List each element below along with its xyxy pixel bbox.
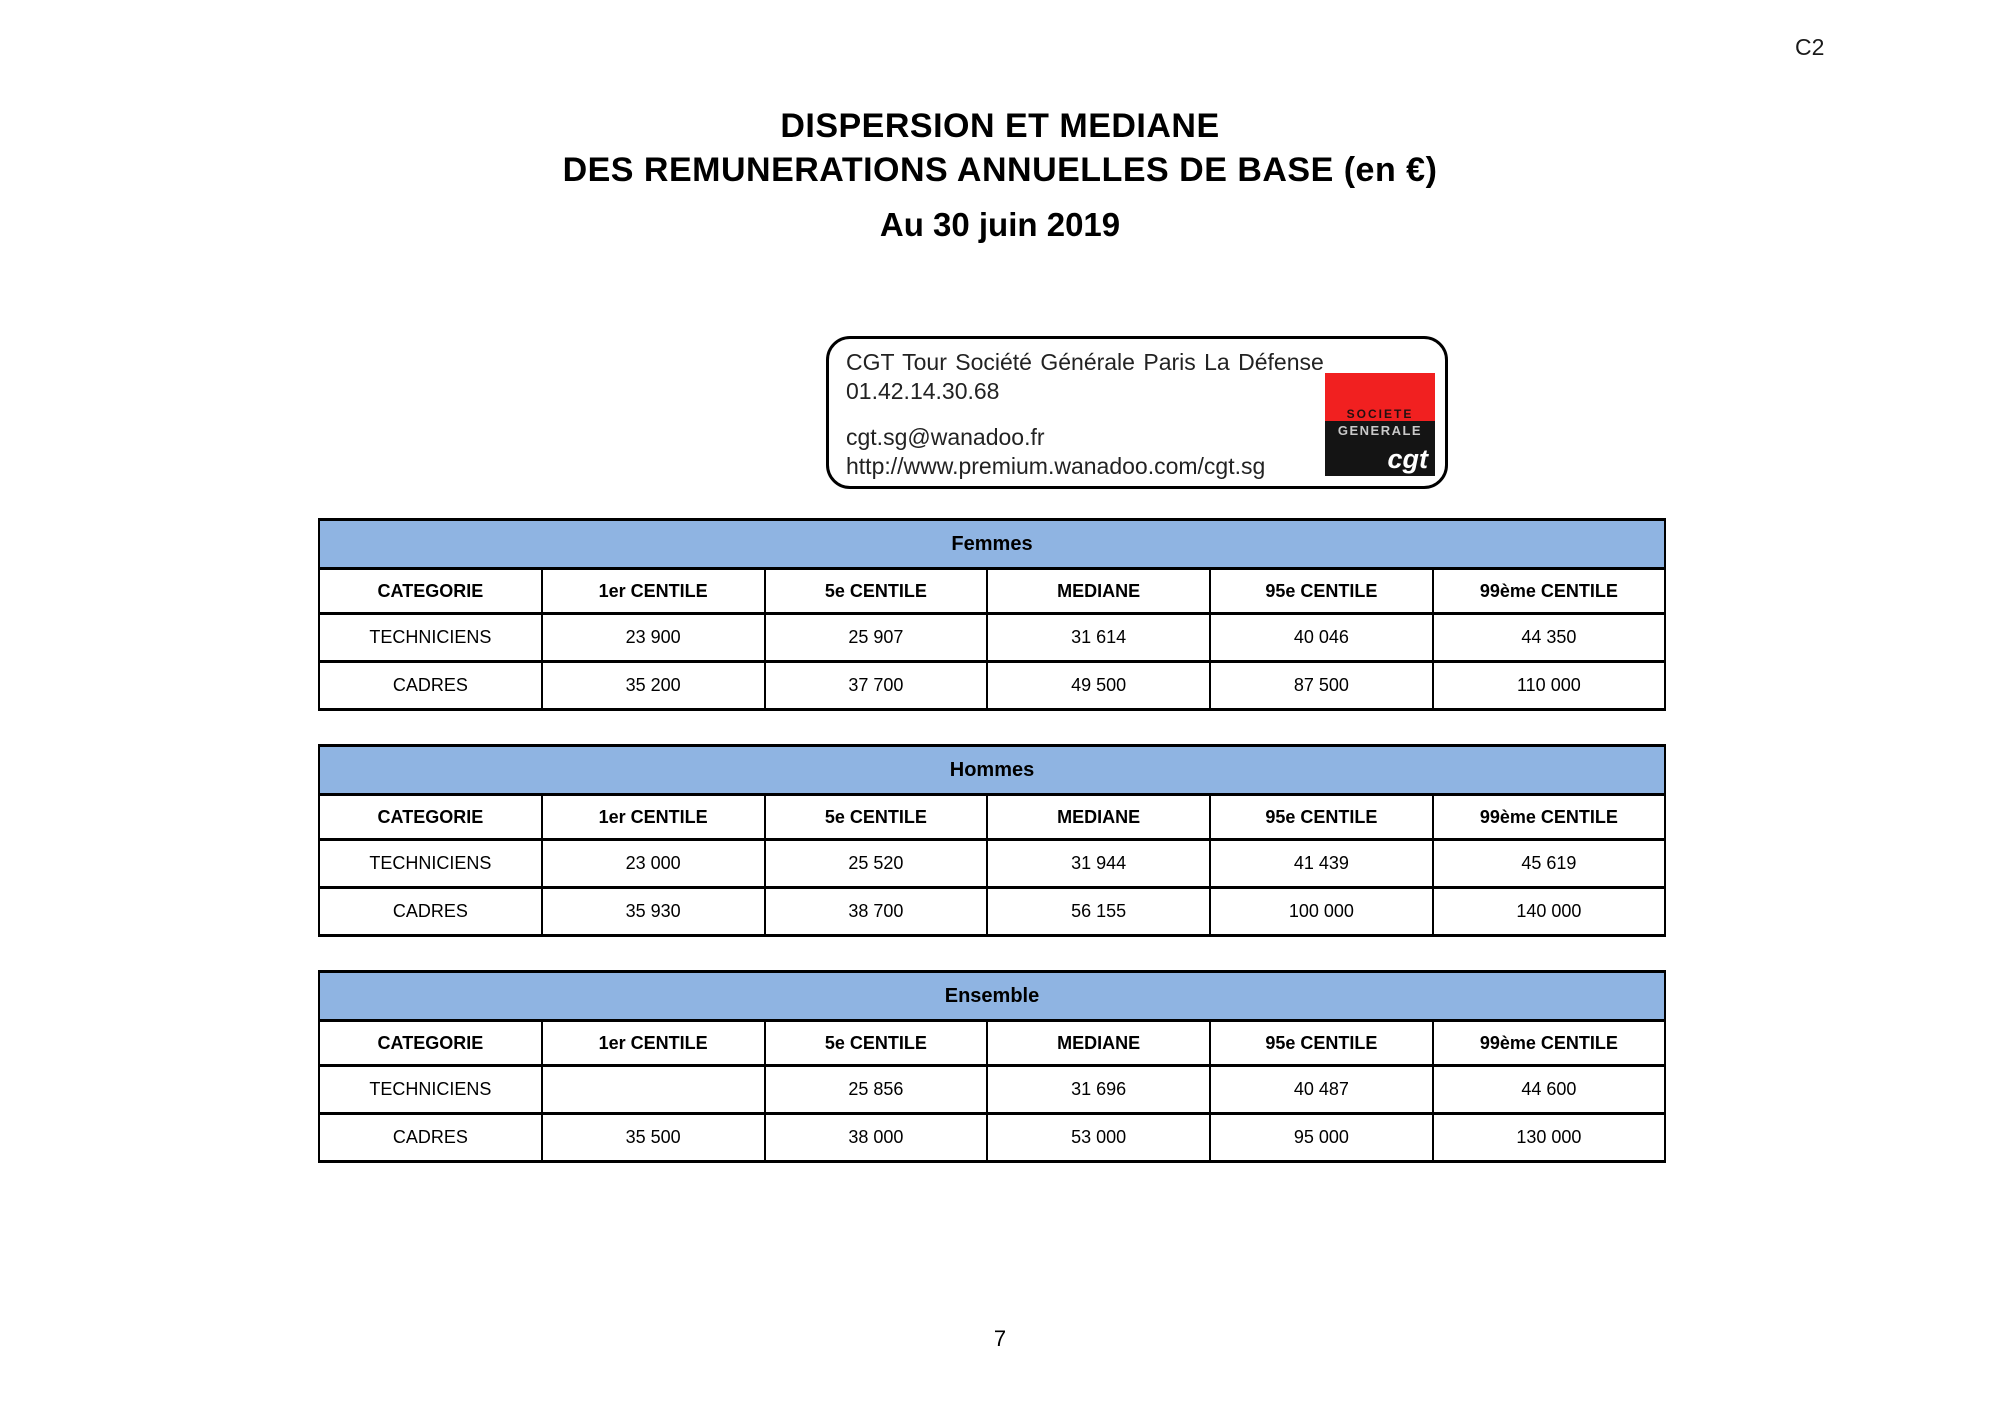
column-header: CATEGORIE xyxy=(319,569,542,614)
row-value: 40 487 xyxy=(1210,1066,1433,1114)
row-value: 31 614 xyxy=(987,614,1210,662)
row-value: 110 000 xyxy=(1433,662,1665,710)
row-value: 44 350 xyxy=(1433,614,1665,662)
row-value: 35 200 xyxy=(542,662,765,710)
row-category: CADRES xyxy=(319,888,542,936)
column-header: 95e CENTILE xyxy=(1210,1021,1433,1066)
document-title-line2: DES REMUNERATIONS ANNUELLES DE BASE (en €) xyxy=(562,151,1438,189)
row-value: 38 000 xyxy=(765,1114,988,1162)
table-row xyxy=(319,1066,1665,1114)
logo-black-block xyxy=(1325,421,1435,476)
table-header-row xyxy=(319,1021,1665,1066)
row-value: 53 000 xyxy=(987,1114,1210,1162)
column-header: MEDIANE xyxy=(987,1021,1210,1066)
logo-cgt-text: cgt xyxy=(1387,444,1428,474)
table-title-row xyxy=(319,972,1665,1021)
column-header: 95e CENTILE xyxy=(1210,569,1433,614)
table-header-row xyxy=(319,795,1665,840)
column-header: MEDIANE xyxy=(987,569,1210,614)
table-title: Femmes xyxy=(319,520,1665,569)
table-hommes xyxy=(318,744,1666,937)
logo-red-block xyxy=(1325,373,1435,421)
table-body xyxy=(319,840,1665,936)
row-category: TECHNICIENS xyxy=(319,614,542,662)
table-header-row xyxy=(319,569,1665,614)
column-header: 99ème CENTILE xyxy=(1433,569,1665,614)
table-row xyxy=(319,888,1665,936)
row-value: 40 046 xyxy=(1210,614,1433,662)
row-value: 25 856 xyxy=(765,1066,988,1114)
table-title-row xyxy=(319,520,1665,569)
contact-org-line: CGT Tour Société Générale Paris La Défense xyxy=(846,349,1324,375)
column-header: 1er CENTILE xyxy=(542,1021,765,1066)
row-value xyxy=(542,1066,765,1114)
salary-tables-section xyxy=(318,518,1666,1196)
column-header: 5e CENTILE xyxy=(765,569,988,614)
logo-generale-text: GENERALE xyxy=(1337,423,1423,438)
row-value: 87 500 xyxy=(1210,662,1433,710)
row-value: 130 000 xyxy=(1433,1114,1665,1162)
row-value: 23 000 xyxy=(542,840,765,888)
row-category: TECHNICIENS xyxy=(319,840,542,888)
row-category: CADRES xyxy=(319,1114,542,1162)
column-header: CATEGORIE xyxy=(319,1021,542,1066)
page-number: 7 xyxy=(993,1326,1007,1351)
table-body xyxy=(319,614,1665,710)
row-value: 44 600 xyxy=(1433,1066,1665,1114)
table-row xyxy=(319,662,1665,710)
column-header: 95e CENTILE xyxy=(1210,795,1433,840)
document-title xyxy=(0,104,2000,192)
contact-info-box xyxy=(826,336,1448,489)
row-category: CADRES xyxy=(319,662,542,710)
row-value: 41 439 xyxy=(1210,840,1433,888)
row-value: 25 907 xyxy=(765,614,988,662)
table-ensemble xyxy=(318,970,1666,1163)
row-value: 140 000 xyxy=(1433,888,1665,936)
table-row xyxy=(319,1114,1665,1162)
table-femmes xyxy=(318,518,1666,711)
logo-societe-text: SOCIETE xyxy=(1346,407,1414,421)
societe-generale-cgt-logo xyxy=(1325,373,1435,476)
row-value: 25 520 xyxy=(765,840,988,888)
column-header: CATEGORIE xyxy=(319,795,542,840)
contact-url: http://www.premium.wanadoo.com/cgt.sg xyxy=(846,453,1266,479)
column-header: 99ème CENTILE xyxy=(1433,1021,1665,1066)
row-value: 31 696 xyxy=(987,1066,1210,1114)
row-value: 49 500 xyxy=(987,662,1210,710)
row-value: 35 930 xyxy=(542,888,765,936)
contact-email: cgt.sg@wanadoo.fr xyxy=(846,424,1045,450)
row-value: 45 619 xyxy=(1433,840,1665,888)
column-header: 1er CENTILE xyxy=(542,569,765,614)
document-subtitle-date: Au 30 juin 2019 xyxy=(879,206,1121,243)
row-value: 23 900 xyxy=(542,614,765,662)
table-title: Ensemble xyxy=(319,972,1665,1021)
contact-text xyxy=(846,348,1324,481)
row-value: 38 700 xyxy=(765,888,988,936)
row-value: 95 000 xyxy=(1210,1114,1433,1162)
contact-phone: 01.42.14.30.68 xyxy=(846,378,1000,404)
column-header: 99ème CENTILE xyxy=(1433,795,1665,840)
row-value: 35 500 xyxy=(542,1114,765,1162)
row-value: 37 700 xyxy=(765,662,988,710)
column-header: 5e CENTILE xyxy=(765,795,988,840)
column-header: 1er CENTILE xyxy=(542,795,765,840)
table-row xyxy=(319,840,1665,888)
row-category: TECHNICIENS xyxy=(319,1066,542,1114)
table-title-row xyxy=(319,746,1665,795)
table-body xyxy=(319,1066,1665,1162)
column-header: MEDIANE xyxy=(987,795,1210,840)
corner-classification-label: C2 xyxy=(1795,34,1825,60)
row-value: 100 000 xyxy=(1210,888,1433,936)
column-header: 5e CENTILE xyxy=(765,1021,988,1066)
table-title: Hommes xyxy=(319,746,1665,795)
document-title-line1: DISPERSION ET MEDIANE xyxy=(780,107,1220,145)
row-value: 31 944 xyxy=(987,840,1210,888)
row-value: 56 155 xyxy=(987,888,1210,936)
table-row xyxy=(319,614,1665,662)
